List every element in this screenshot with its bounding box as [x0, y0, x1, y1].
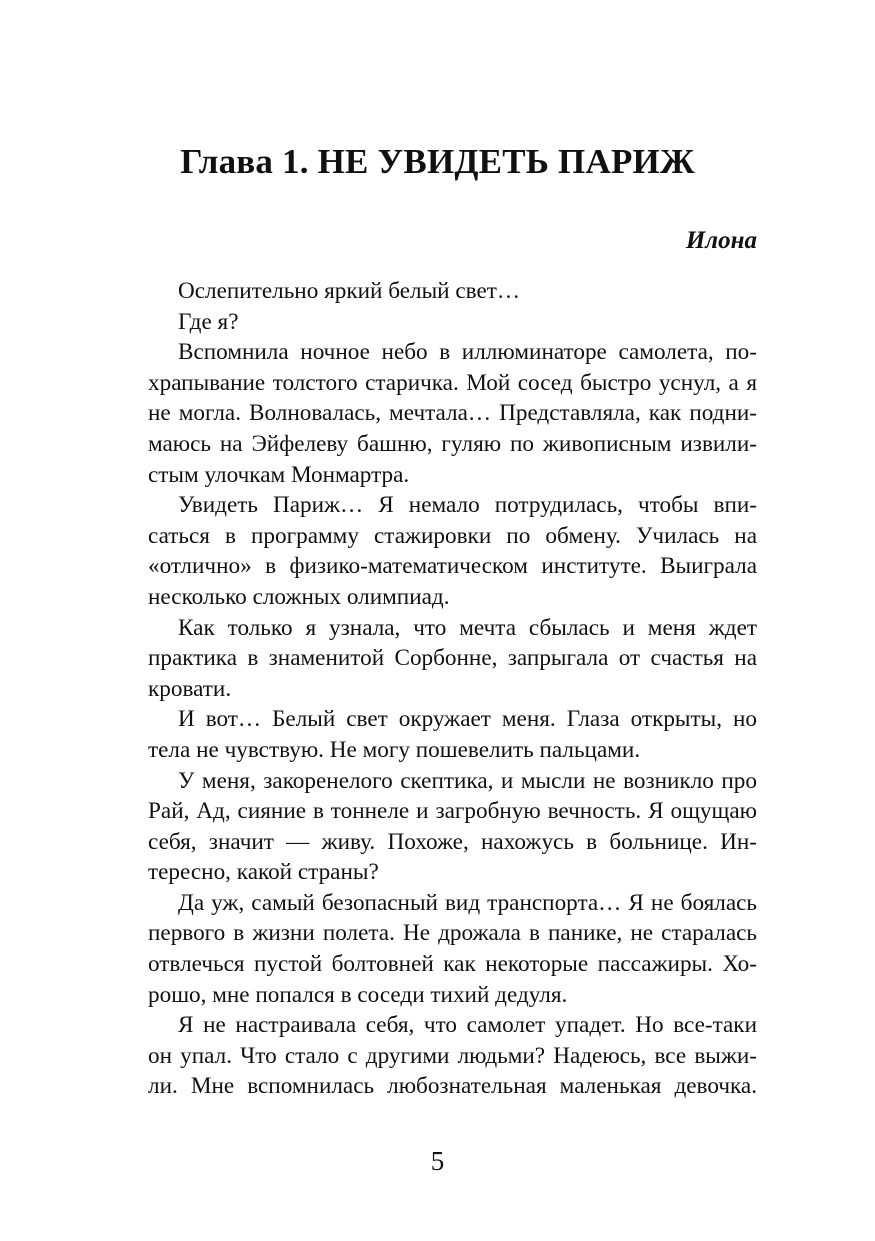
text-line: практика в знаменитой Сорбонне, запрыгала от счастья на: [148, 645, 757, 672]
text-line: маюсь на Эйфелеву башню, гуляю по живописным извили-: [148, 430, 757, 457]
text-line: несколько сложных олимпиад.: [148, 583, 450, 610]
text-line: У меня, закоренелого скептика, и мысли не возникло про: [178, 767, 757, 794]
text-line: Ослепительно яркий белый свет…: [178, 278, 521, 304]
text-line: не могла. Волновалась, мечтала… Представляла, как подни-: [148, 400, 757, 427]
text-line: Я не настраивала себя, что самолет упадет. Но все-таки: [178, 1012, 757, 1039]
text-line: первого в жизни полета. Не дрожала в панике, не старалась: [148, 920, 757, 947]
chapter-body: [118, 276, 757, 1102]
text-line: храпывание толстого старичка. Мой сосед быстро уснул, а я: [148, 369, 757, 396]
paragraph: [118, 613, 757, 705]
text-line: себя, значит — живу. Похоже, нахожусь в больнице. Ин-: [148, 828, 757, 855]
text-line: И вот… Белый свет окружает меня. Глаза открыты, но: [178, 706, 757, 733]
text-line: стым улочкам Монмартра.: [148, 461, 410, 488]
text-line: ли. Мне вспомнилась любознательная маленькая девочка.: [148, 1073, 757, 1100]
text-line: Рай, Ад, сияние в тоннеле и загробную вечность. Я ощущаю: [148, 798, 757, 825]
text-line: тела не чувствую. Не могу пошевелить пальцами.: [148, 736, 641, 763]
page-number: 5: [430, 1146, 445, 1176]
paragraph: [118, 1010, 757, 1102]
text-line: кровати.: [148, 675, 232, 702]
text-line: отвлечься пустой болтовней как некоторые пассажиры. Хо-: [148, 951, 757, 978]
text-line: Увидеть Париж… Я немало потрудилась, чтобы впи-: [178, 492, 757, 519]
text-line: Как только я узнала, что мечта сбылась и меня ждет: [178, 614, 757, 641]
text-line: Да уж, самый безопасный вид транспорта… Я не боялась: [178, 889, 757, 916]
paragraph: [118, 337, 757, 490]
paragraph: [118, 276, 757, 307]
paragraph: [118, 704, 757, 765]
text-line: рошо, мне попался в соседи тихий дедуля.: [148, 981, 568, 1008]
chapter-title: Глава 1. НЕ УВИДЕТЬ ПАРИЖ: [180, 142, 695, 181]
text-line: он упал. Что стало с другими людьми? Надеюсь, все выжи-: [148, 1042, 757, 1069]
paragraph: [118, 490, 757, 612]
paragraph: [118, 307, 757, 338]
text-line: Где я?: [178, 308, 239, 335]
text-line: саться в программу стажировки по обмену. Училась на: [148, 522, 757, 549]
pov-character-name: Илона: [685, 227, 757, 254]
text-line: «отлично» в физико-математическом институте. Выиграла: [148, 553, 757, 580]
paragraph: [118, 888, 757, 1010]
paragraph: [118, 766, 757, 888]
text-line: Вспомнила ночное небо в иллюминаторе самолета, по-: [178, 339, 757, 366]
text-line: тересно, какой страны?: [148, 859, 379, 886]
